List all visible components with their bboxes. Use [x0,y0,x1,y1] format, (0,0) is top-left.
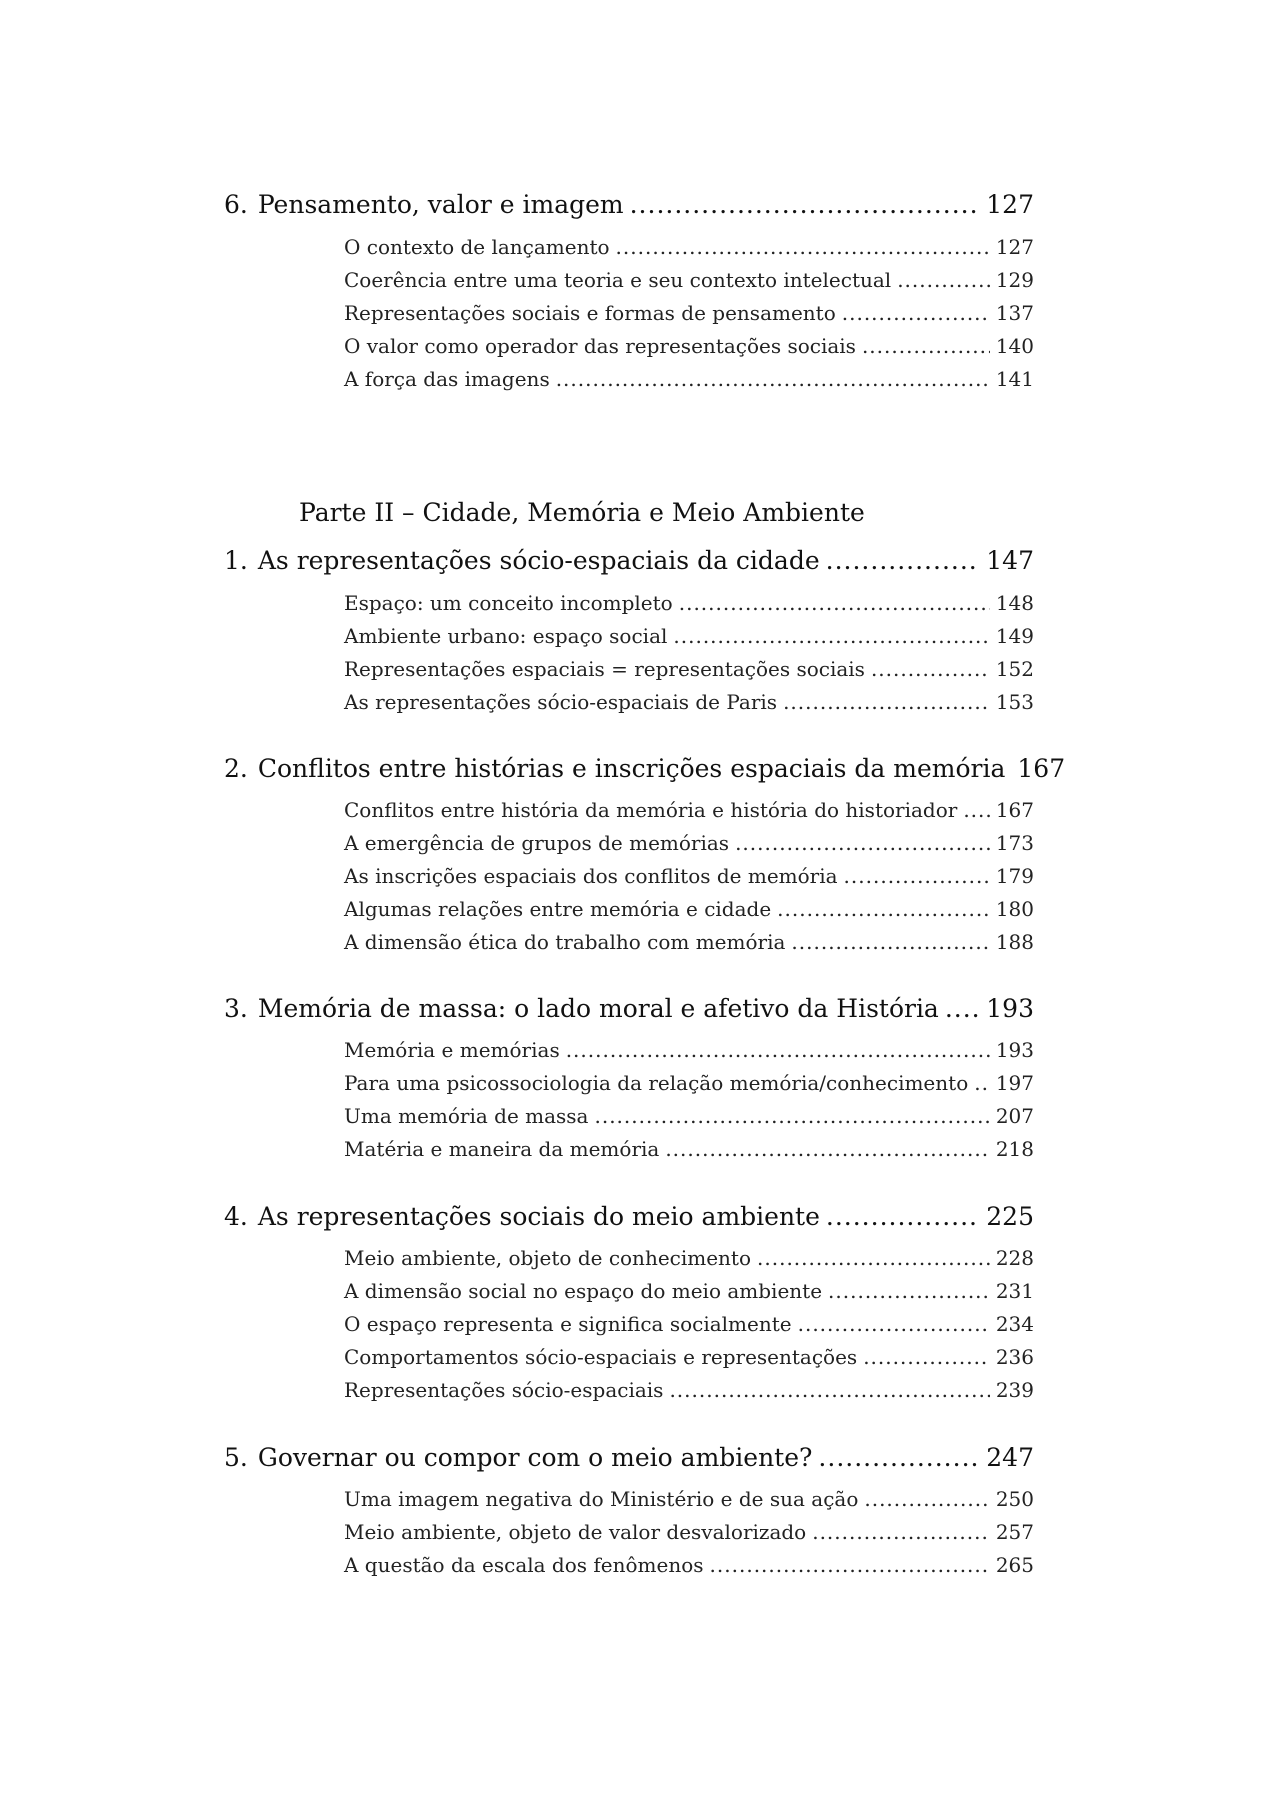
section-page: 153 [995,690,1034,714]
section-title: A dimensão social no espaço do meio ambiente [344,1279,823,1303]
section-page: 140 [995,334,1034,358]
chapter-number: 2. [224,754,248,783]
toc-section [344,1555,1034,1575]
section-title: O espaço representa e significa socialmente [344,1312,792,1336]
toc-section [344,932,1034,952]
chapter-title: Governar ou compor com o meio ambiente? [257,1443,813,1472]
section-title: A força das imagens [344,367,550,391]
chapter-page: 193 [986,994,1034,1023]
section-page: 239 [995,1378,1034,1402]
section-title: Representações sociais e formas de pensamento [344,301,836,325]
toc-section [344,1073,1034,1093]
section-title: Representações espaciais = representações sociais [344,657,865,681]
toc-chapter-6 [224,192,1034,217]
dot-leader [616,237,990,257]
dot-leader [862,336,990,356]
dot-leader [791,932,989,952]
dot-leader [863,1347,990,1367]
dot-leader [864,1489,989,1509]
toc-section [344,1281,1034,1301]
section-title: Espaço: um conceito incompleto [344,591,673,615]
section-page: 188 [995,930,1034,954]
dot-leader [818,1445,980,1470]
section-page: 193 [995,1038,1034,1062]
section-title: Representações sócio-espaciais [344,1378,664,1402]
toc-section [344,1139,1034,1159]
section-title: As inscrições espaciais dos conflitos de memória [344,864,838,888]
toc-chapter-3 [224,996,1034,1021]
dot-leader [735,833,990,853]
chapter-page: 167 [1017,754,1066,783]
dot-leader [594,1106,989,1126]
chapter-title: Memória de massa: o lado moral e afetivo da História [257,994,939,1023]
toc-section [344,626,1034,646]
section-page: 127 [995,235,1034,259]
dot-leader [757,1248,990,1268]
section-title: Memória e memórias [344,1038,560,1062]
toc-section [344,1314,1034,1334]
section-title: Comportamentos sócio-espaciais e representações [344,1345,858,1369]
toc-section [344,800,1034,820]
toc-section [344,593,1034,613]
toc-section [344,833,1034,853]
section-title: Uma imagem negativa do Ministério e de sua ação [344,1487,859,1511]
section-title: A dimensão ética do trabalho com memória [344,930,786,954]
dot-leader [710,1555,990,1575]
section-page: 197 [995,1071,1034,1095]
toc-section [344,866,1034,886]
chapter-number: 3. [224,994,248,1023]
dot-leader [630,192,981,217]
toc-section [344,303,1034,323]
section-title: A questão da escala dos fenômenos [344,1553,704,1577]
toc-chapter-1 [224,548,1034,573]
section-page: 129 [995,268,1034,292]
toc-chapter-2 [224,754,1066,783]
chapter-title: Conflitos entre histórias e inscrições espaciais da memória [257,754,1006,783]
chapter-page: 147 [986,546,1034,575]
chapter-page: 127 [986,190,1034,219]
section-title: Matéria e maneira da memória [344,1137,660,1161]
toc-section [344,1522,1034,1542]
toc-section [344,1380,1034,1400]
toc-section [344,692,1034,712]
section-title: O valor como operador das representações sociais [344,334,856,358]
dot-leader [783,692,990,712]
dot-leader [842,303,990,323]
toc-section [344,1106,1034,1126]
section-title: O contexto de lançamento [344,235,610,259]
section-page: 257 [995,1520,1034,1544]
section-page: 218 [995,1137,1034,1161]
section-page: 152 [995,657,1034,681]
section-page: 137 [995,301,1034,325]
section-page: 141 [995,367,1034,391]
toc-section [344,369,1034,389]
dot-leader [812,1522,990,1542]
chapter-title: As representações sócio-espaciais da cidade [257,546,820,575]
toc-section [344,659,1034,679]
section-title: As representações sócio-espaciais de Paris [344,690,778,714]
dot-leader [826,1204,980,1229]
chapter-title: Pensamento, valor e imagem [257,190,624,219]
dot-leader [566,1040,990,1060]
chapter-page: 247 [986,1443,1034,1472]
dot-leader [798,1314,990,1334]
section-title: Uma memória de massa [344,1104,589,1128]
section-title: Coerência entre uma teoria e seu contexto intelectual [344,268,892,292]
dot-leader [963,800,990,820]
dot-leader [945,996,980,1021]
dot-leader [974,1073,990,1093]
toc-chapter-4 [224,1204,1034,1229]
dot-leader [665,1139,989,1159]
part-heading: Parte II – Cidade, Memória e Meio Ambiente [299,498,865,527]
dot-leader [826,548,981,573]
section-page: 173 [995,831,1034,855]
dot-leader [777,899,990,919]
section-title: Ambiente urbano: espaço social [344,624,668,648]
chapter-number: 6. [224,190,248,219]
toc-section [344,1347,1034,1367]
toc-section [344,1040,1034,1060]
dot-leader [673,626,989,646]
section-page: 207 [995,1104,1034,1128]
toc-section [344,270,1034,290]
dot-leader [556,369,990,389]
section-title: Meio ambiente, objeto de valor desvalorizado [344,1520,807,1544]
toc-section [344,336,1034,356]
toc-section [344,1489,1034,1509]
section-page: 236 [995,1345,1034,1369]
section-page: 234 [995,1312,1034,1336]
chapter-number: 4. [224,1202,248,1231]
dot-leader [669,1380,989,1400]
section-page: 228 [995,1246,1034,1270]
chapter-number: 1. [224,546,248,575]
section-page: 265 [995,1553,1034,1577]
chapter-page: 225 [986,1202,1034,1231]
toc-chapter-5 [224,1445,1034,1470]
chapter-number: 5. [224,1443,248,1472]
section-title: Para uma psicossociologia da relação memória/conhecimento [344,1071,969,1095]
section-page: 250 [995,1487,1034,1511]
dot-leader [897,270,990,290]
dot-leader [679,593,990,613]
dot-leader [828,1281,990,1301]
section-page: 149 [995,624,1034,648]
section-page: 180 [995,897,1034,921]
section-page: 148 [995,591,1034,615]
chapter-title: As representações sociais do meio ambiente [257,1202,820,1231]
section-page: 231 [995,1279,1034,1303]
toc-section [344,237,1034,257]
toc-section [344,1248,1034,1268]
section-title: Meio ambiente, objeto de conhecimento [344,1246,752,1270]
toc-section [344,899,1034,919]
dot-leader [871,659,990,679]
section-title: Algumas relações entre memória e cidade [344,897,772,921]
section-page: 179 [995,864,1034,888]
section-page: 167 [995,798,1034,822]
section-title: Conflitos entre história da memória e história do historiador [344,798,958,822]
dot-leader [844,866,990,886]
section-title: A emergência de grupos de memórias [344,831,730,855]
